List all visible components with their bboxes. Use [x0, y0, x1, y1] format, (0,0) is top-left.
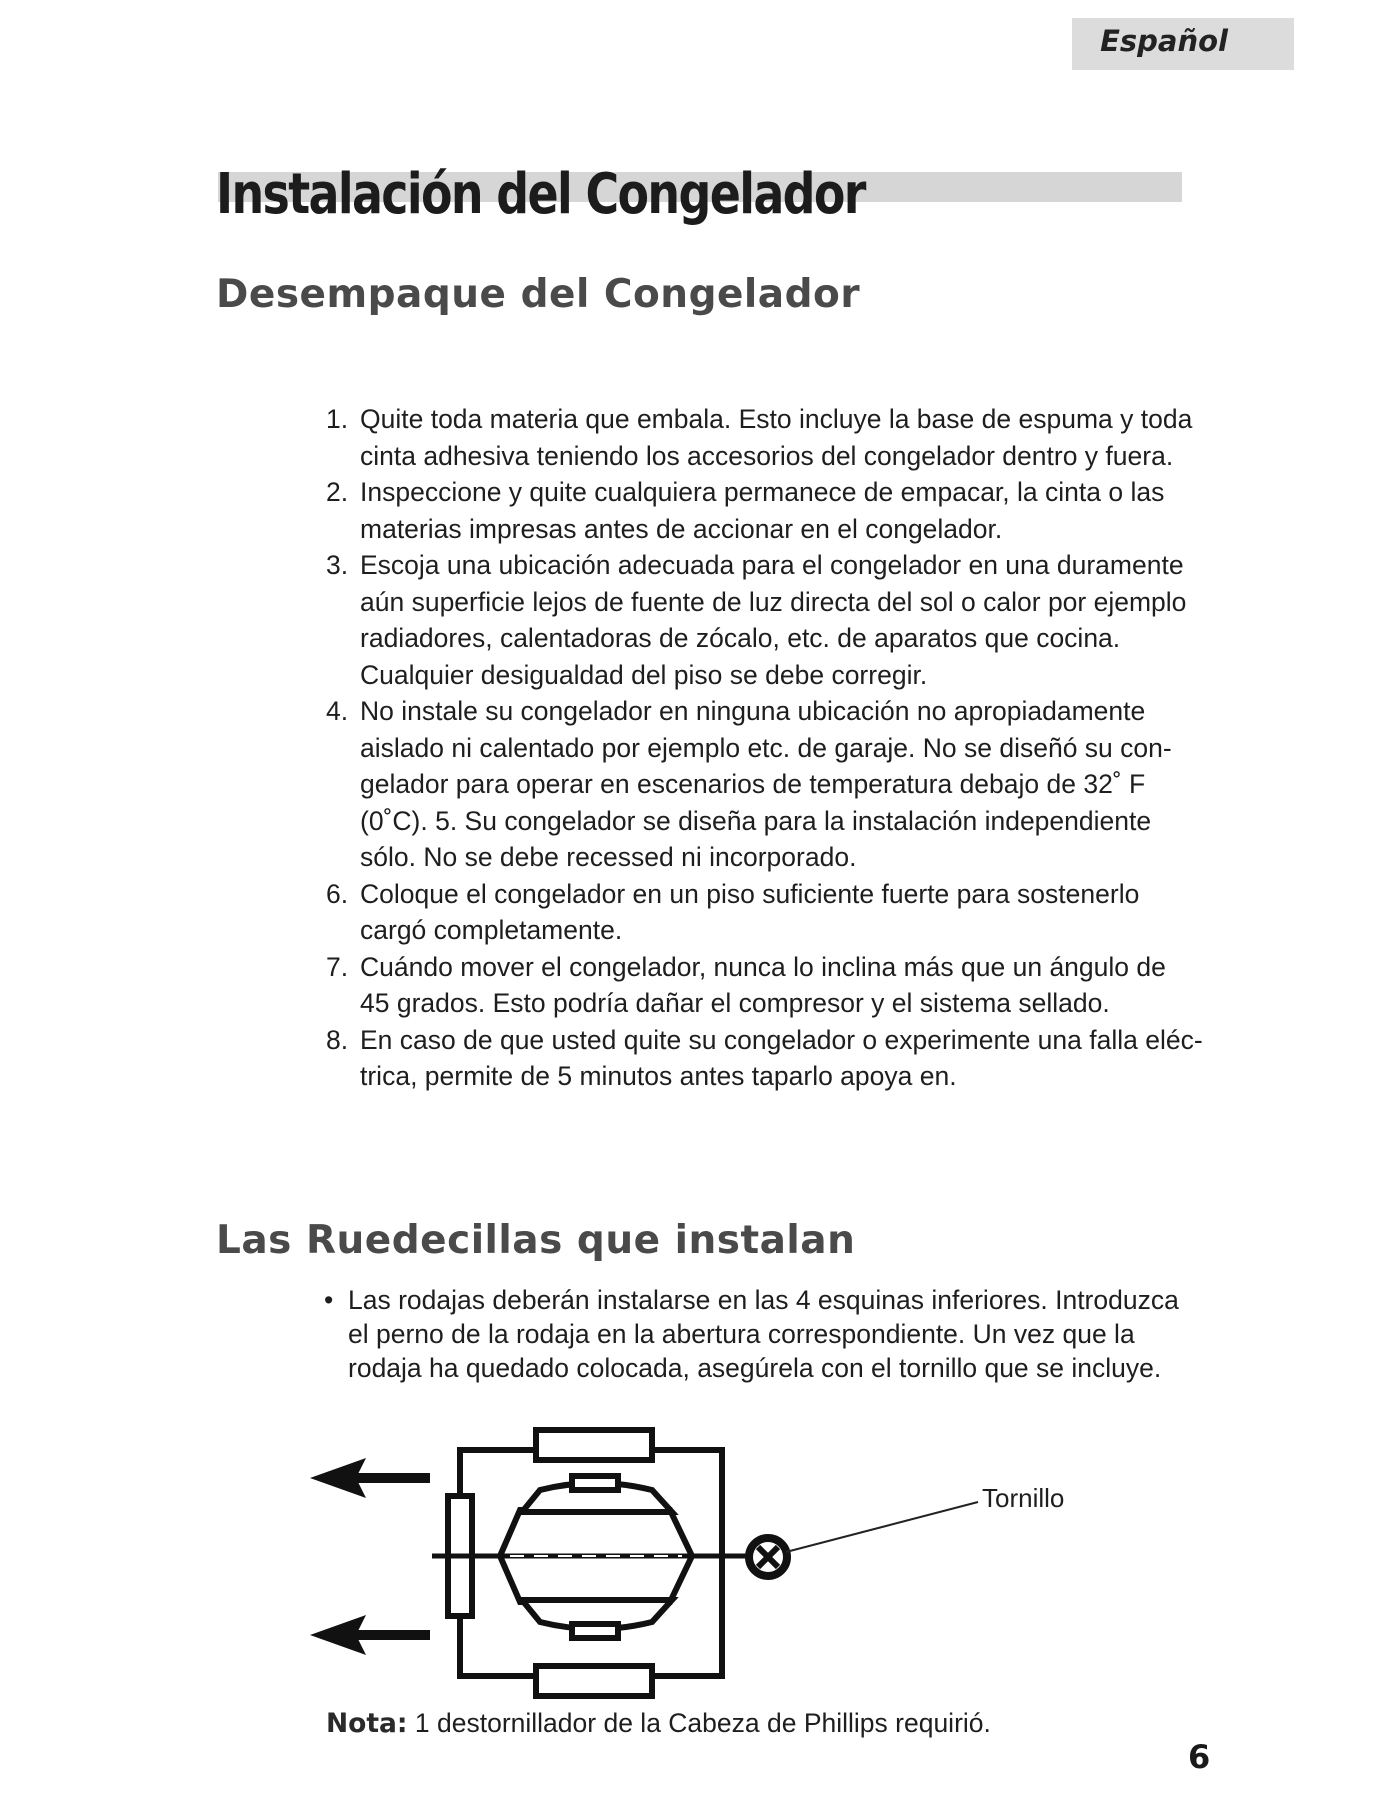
step-line: En caso de que usted quite su congelador o experimente una falla eléc-	[360, 1024, 1203, 1055]
step-line: cinta adhesiva teniendo los accesorios del congelador dentro y fuera.	[360, 440, 1174, 471]
list-item	[324, 1283, 1204, 1385]
caster-bracket	[448, 1430, 722, 1696]
step-line: materias impresas antes de accionar en el congelador.	[360, 513, 1003, 544]
step-item	[326, 876, 1206, 949]
step-number: 2.	[326, 477, 349, 507]
screw-callout-label: Tornillo	[982, 1483, 1065, 1513]
step-item	[326, 1022, 1206, 1095]
step-line: cargó completamente.	[360, 915, 623, 945]
screw-icon	[749, 1538, 787, 1576]
step-item	[326, 401, 1206, 474]
step-number: 7.	[326, 951, 349, 982]
step-line: sólo. No se debe recessed ni incorporado.	[360, 842, 857, 872]
step-line: Quite toda materia que embala. Esto incluye la base de espuma y toda	[360, 404, 1193, 434]
step-number: 1.	[326, 404, 349, 434]
step-line: radiadores, calentadoras de zócalo, etc. de aparatos que cocina.	[360, 623, 1121, 653]
step-item	[326, 949, 1206, 1022]
step-number: 6.	[326, 878, 349, 909]
section-heading-unpacking: Desempaque del Congelador	[216, 272, 861, 317]
step-number: 8.	[326, 1024, 349, 1055]
left-arrow-icon	[310, 1615, 430, 1655]
page-number: 6	[1188, 1738, 1211, 1776]
language-tab	[1072, 18, 1294, 70]
step-item	[326, 693, 1206, 876]
step-line: Cualquier desigualdad del piso se debe corregir.	[360, 659, 928, 690]
step-line: aún superficie lejos de fuente de luz directa del sol o calor por ejemplo	[360, 586, 1187, 617]
step-item	[326, 547, 1206, 693]
step-line: Inspeccione y quite cualquiera permanece de empacar, la cinta o las	[360, 477, 1165, 507]
step-number: 4.	[326, 696, 349, 726]
bullet-line: Las rodajas deberán instalarse en las 4 esquinas inferiores. Introduzca	[348, 1285, 1179, 1315]
step-line: Coloque el congelador en un piso suficiente fuerte para sostenerlo	[360, 878, 1140, 909]
step-line: No instale su congelador en ninguna ubicación no apropiadamente	[360, 696, 1146, 726]
bullet-icon: •	[324, 1285, 334, 1315]
callout-leader-line	[786, 1502, 978, 1552]
unpacking-steps-list	[326, 401, 1206, 1095]
step-line: trica, permite de 5 minutos antes taparlo apoya en.	[360, 1061, 957, 1091]
step-item	[326, 474, 1206, 547]
bullet-line: rodaja ha quedado colocada, asegúrela con el tornillo que se incluye.	[348, 1353, 1162, 1383]
language-label: Español	[1100, 24, 1228, 58]
caster-installation-diagram	[300, 1420, 1080, 1700]
note-body: 1 destornillador de la Cabeza de Phillips requirió.	[407, 1708, 991, 1738]
step-line: Cuándo mover el congelador, nunca lo inclina más que un ángulo de	[360, 951, 1166, 982]
bullet-line: el perno de la rodaja en la abertura correspondiente. Un vez que la	[348, 1319, 1135, 1349]
page-title: Instalación del Congelador	[216, 162, 865, 227]
note-text	[326, 1708, 991, 1739]
left-arrow-icon	[310, 1458, 430, 1498]
step-line: aislado ni calentado por ejemplo etc. de garaje. No se diseñó su con-	[360, 732, 1172, 763]
note-label: Nota:	[326, 1708, 408, 1739]
step-line: Escoja una ubicación adecuada para el congelador en una duramente	[360, 550, 1184, 580]
step-number: 3.	[326, 550, 349, 580]
step-line: 45 grados. Esto podría dañar el compresor y el sistema sellado.	[360, 988, 1110, 1018]
step-line: (0˚C). 5. Su congelador se diseña para la instalación independiente	[360, 805, 1152, 836]
section-heading-casters: Las Ruedecillas que instalan	[216, 1218, 856, 1263]
casters-instructions	[324, 1283, 1204, 1385]
step-line: gelador para operar en escenarios de temperatura debajo de 32˚ F	[360, 769, 1146, 799]
